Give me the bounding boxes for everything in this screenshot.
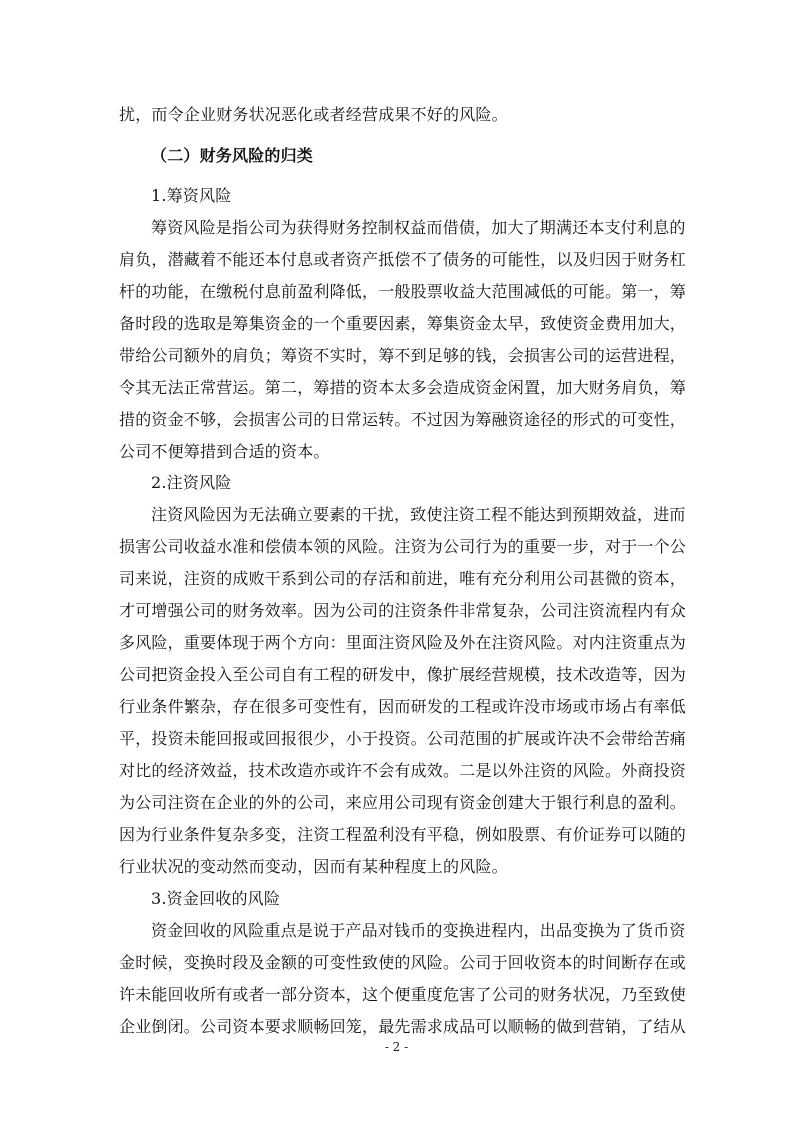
paragraph-line: 资金回收的风险重点是说于产品对钱币的变换进程内，出品变换为了货币资 — [151, 921, 686, 940]
paragraph-line: 带给公司额外的肩负；筹资不实时，筹不到足够的钱，会损害公司的运营进程， — [119, 346, 687, 365]
subsection-heading: 3.资金回收的风险 — [151, 889, 281, 908]
paragraph-line: 平，投资未能回报或回报很少，小于投资。公司范围的扩展或许决不会带给苦痛 — [119, 729, 687, 748]
paragraph-line: 因为行业条件复杂多变，注资工程盈利没有平稳，例如股票、有价证券可以随的 — [119, 825, 687, 844]
paragraph-line: 损害公司收益水准和偿债本领的风险。注资为公司行为的重要一步，对于一个公 — [119, 537, 687, 556]
paragraph-line: 金时候，变换时段及金额的可变性致使的风险。公司于回收资本的时间断存在或 — [119, 953, 687, 972]
page-number: - 2 - — [384, 1040, 409, 1054]
paragraph-line: 企业倒闭。公司资本要求顺畅回笼，最先需求成品可以顺畅的做到营销，了结从 — [119, 1017, 687, 1036]
paragraph-line: 备时段的选取是筹集资金的一个重要因素，筹集资金太早，致使资金费用加大， — [119, 314, 687, 333]
paragraph-line: 措的资金不够，会损害公司的日常运转。不过因为筹融资途径的形式的可变性， — [119, 410, 687, 429]
paragraph-line: 筹资风险是指公司为获得财务控制权益而借债，加大了期满还本支付利息的 — [151, 218, 686, 237]
paragraph-line: 公司不便筹措到合适的资本。 — [119, 442, 330, 461]
paragraph-line: 多风险，重要体现于两个方向：里面注资风险及外在注资风险。对内注资重点为 — [119, 633, 687, 652]
paragraph-line: 令其无法正常营运。第二，筹措的资本太多会造成资金闲置，加大财务肩负，筹 — [119, 378, 687, 397]
subsection-heading: 2.注资风险 — [151, 473, 232, 492]
paragraph-line: 注资风险因为无法确立要素的干扰，致使注资工程不能达到预期效益，进而 — [151, 505, 686, 524]
paragraph-line: 为公司注资在企业的外的公司，来应用公司现有资金创建大于银行利息的盈利。 — [119, 793, 687, 812]
paragraph-line: 司来说，注资的成败干系到公司的存活和前进，唯有充分利用公司甚微的资本， — [119, 569, 687, 588]
paragraph-line: 对比的经济效益，技术改造亦或许不会有成效。二是以外注资的风险。外商投资 — [119, 761, 687, 780]
paragraph-line: 行业状况的变动然而变动，因而有某种程度上的风险。 — [119, 857, 508, 876]
paragraph-line: 才可增强公司的财务效率。因为公司的注资条件非常复杂，公司注资流程内有众 — [119, 601, 687, 620]
paragraph-line: 肩负，潜藏着不能还本付息或者资产抵偿不了债务的可能性，以及归因于财务杠 — [119, 250, 687, 269]
subsection-heading: 1.筹资风险 — [151, 186, 232, 205]
paragraph-line: 扰，而令企业财务状况恶化或者经营成果不好的风险。 — [119, 105, 508, 124]
paragraph-line: 公司把资金投入至公司自有工程的研发中，像扩展经营规模，技术改造等，因为 — [119, 665, 687, 684]
section-heading: （二）财务风险的归类 — [151, 146, 314, 165]
paragraph-line: 行业条件繁杂，存在很多可变性有，因而研发的工程或许没市场或市场占有率低 — [119, 697, 687, 716]
paragraph-line: 许未能回收所有或者一部分资本，这个便重度危害了公司的财务状况，乃至致使 — [119, 985, 687, 1004]
paragraph-line: 杆的功能，在缴税付息前盈利降低，一般股票收益大范围减低的可能。第一，筹 — [119, 282, 687, 301]
